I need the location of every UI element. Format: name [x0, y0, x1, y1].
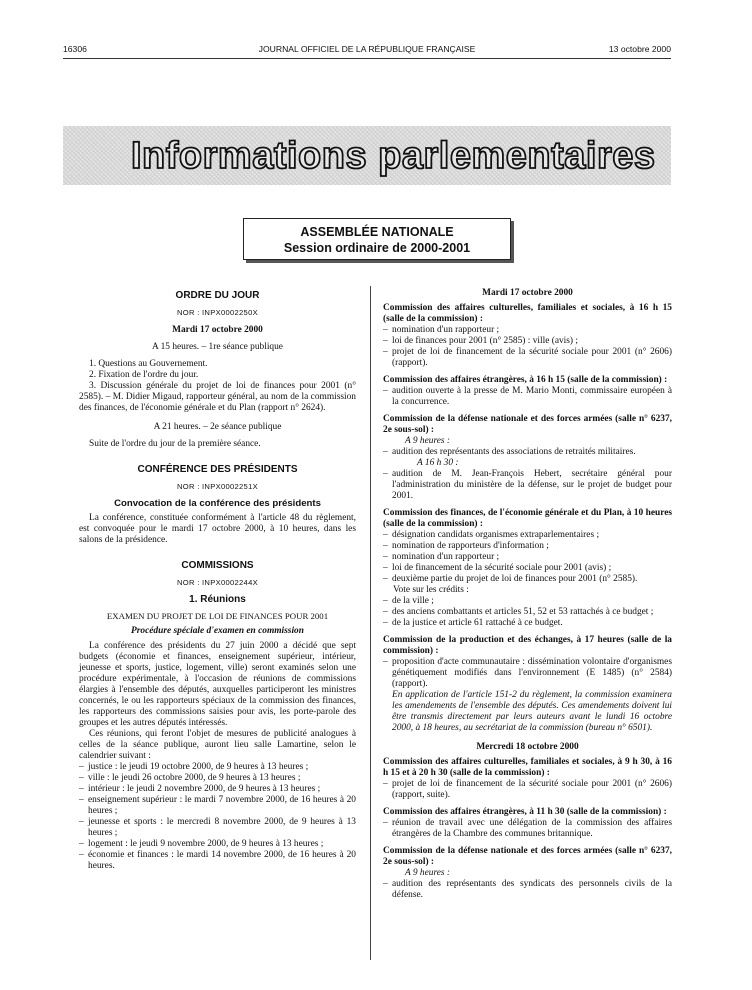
ordre-suite: Suite de l'ordre du jour de la première séance. [89, 439, 261, 449]
time-label: A 16 h 30 : [417, 458, 459, 468]
commissions-title: COMMISSIONS [181, 560, 254, 571]
agenda-item: – des anciens combattants et articles 51, 52 et 53 rattachés à ce budget ; [383, 607, 672, 618]
procedure-paragraph: La conférence des présidents du 27 juin 2000 a décidé que sept budgets (économie et finances, enseignement supérieur, intérieur, jeunesse et sports, justice, logement, ville) seront examinés selon une procédure expérimentale, à l'occasion de réunions de commissions élargies à l'ensemble des députés, auxquelles participeront les ministres concernés, le ou les rapporteurs spéciaux de la commission des finances, les rapporteurs des commissions saisies pour avis, les porte-parole des groupes et les autres députés intéressés. [79, 641, 356, 728]
page-number: 16306 [63, 44, 87, 54]
agenda-list [383, 596, 672, 629]
agenda-item: – de la ville ; [383, 596, 672, 607]
column-divider [370, 286, 371, 960]
calendar-item: – logement : le jeudi 9 novembre 2000, de 9 heures à 13 heures ; [79, 839, 356, 850]
agenda-list [383, 386, 672, 408]
ordre-item: 2. Fixation de l'ordre du jour. [89, 370, 199, 380]
ordre-item: 3. Discussion générale du projet de loi de finances pour 2001 (n° 2585). – M. Didier Migaud, rapporteur général, au nom de la commission des finances, de l'économie générale et du Plan (rapport n° 2624). [79, 381, 356, 413]
banner-title: Informations parlementaires [131, 135, 656, 177]
assembly-name: ASSEMBLÉE NATIONALE [300, 225, 454, 239]
calendar-item: – économie et finances : le mardi 14 novembre 2000, de 16 heures à 20 heures. [79, 850, 356, 872]
agenda-item: – proposition d'acte communautaire : dissémination volontaire d'organismes génétiquement modifiés dans l'environnement (E 1485) (n° 2584) (rapport). [383, 657, 672, 690]
conference-subtitle: Convocation de la conférence des présidents [114, 498, 321, 509]
agenda-item: – projet de loi de financement de la sécurité sociale pour 2001 (n° 2606) (rapport). [383, 347, 672, 369]
day-heading: Mercredi 18 octobre 2000 [476, 742, 579, 752]
session-name: Session ordinaire de 2000-2001 [283, 241, 471, 255]
procedure-heading: Procédure spéciale d'examen en commission [131, 626, 304, 636]
calendar-list [79, 762, 356, 872]
calendar-item: – jeunesse et sports : le mercredi 8 novembre 2000, de 9 heures à 13 heures ; [79, 817, 356, 839]
agenda-item: – audition ouverte à la presse de M. Mario Monti, commissaire européen à la concurrence. [383, 386, 672, 408]
commissions-nor: NOR : INPX0002244X [177, 578, 258, 587]
examen-heading: EXAMEN DU PROJET DE LOI DE FINANCES POUR 2001 [106, 611, 329, 621]
commission-heading: Commission de la production et des échanges, à 17 heures (salle de la commission) : [383, 635, 672, 656]
left-column [79, 284, 356, 872]
page-header [63, 44, 671, 58]
agenda-item: – projet de loi de financement de la sécurité sociale pour 2001 (n° 2606) (rapport, suite). [383, 779, 672, 801]
calendar-item: – enseignement supérieur : le mardi 7 novembre 2000, de 16 heures à 20 heures ; [79, 795, 356, 817]
amendment-note: En application de l'article 151-2 du règlement, la commission examinera les amendements de l'ensemble des députés. Ces amendements doivent lui être transmis directement par leurs auteurs avant le lundi 16 octobre 2000, à 18 heures, au secrétariat de la commission (bureau n° 6501). [392, 690, 672, 733]
commission-heading: Commission des affaires culturelles, familiales et sociales, à 16 h 15 (salle de la commission) : [383, 303, 672, 324]
agenda-list [383, 469, 672, 502]
ordre-date: Mardi 17 octobre 2000 [172, 325, 263, 335]
agenda-list [383, 447, 672, 458]
agenda-list [383, 779, 672, 801]
day-heading: Mardi 17 octobre 2000 [482, 288, 573, 298]
commission-heading: Commission de la défense nationale et des forces armées (salle n° 6237, 2e sous-sol) : [383, 414, 672, 435]
journal-title: JOURNAL OFFICIEL DE LA RÉPUBLIQUE FRANÇAISE [258, 44, 476, 54]
agenda-item: – nomination de rapporteurs d'information ; [383, 541, 672, 552]
agenda-item: – réunion de travail avec une délégation de la commission des affaires étrangères de la Chambre des communes britannique. [383, 818, 672, 840]
conference-nor: NOR : INPX0002251X [177, 482, 258, 491]
commission-heading: Commission des affaires étrangères, à 16 h 15 (salle de la commission) : [383, 375, 668, 385]
seance-2: A 21 heures. – 2e séance publique [153, 422, 282, 432]
issue-date: 13 octobre 2000 [608, 44, 671, 54]
calendar-item: – intérieur : le jeudi 2 novembre 2000, de 9 heures à 13 heures ; [79, 784, 356, 795]
calendar-item: – ville : le jeudi 26 octobre 2000, de 9 heures à 13 heures ; [79, 773, 356, 784]
time-label: A 9 heures : [405, 868, 451, 878]
agenda-list [383, 530, 672, 585]
seance-1: A 15 heures. – 1re séance publique [152, 342, 283, 352]
vote-label: Vote sur les crédits : [393, 585, 469, 595]
assembly-box [243, 218, 511, 260]
agenda-item: – nomination d'un rapporteur ; [383, 325, 672, 336]
agenda-item: – audition des représentants des syndicats des personnels civils de la défense. [383, 879, 672, 901]
commission-heading: Commission de la défense nationale et des forces armées (salle n° 6237, 2e sous-sol) : [383, 846, 672, 867]
agenda-item: – audition de M. Jean-François Hebert, secrétaire général pour l'administration du ministère de la défense, sur le projet de budget pour 2001. [383, 469, 672, 502]
agenda-item: – loi de finances pour 2001 (n° 2585) : ville (avis) ; [383, 336, 672, 347]
commission-heading: Commission des affaires étrangères, à 11 h 30 (salle de la commission) : [383, 807, 667, 817]
ordre-item: 1. Questions au Gouvernement. [89, 359, 208, 369]
agenda-list [383, 818, 672, 840]
agenda-list [383, 657, 672, 690]
agenda-item: – loi de financement de la sécurité sociale pour 2001 (avis) ; [383, 563, 672, 574]
agenda-item: – désignation candidats organismes extraparlementaires ; [383, 530, 672, 541]
header-rule [63, 58, 671, 59]
calendar-intro: Ces réunions, qui feront l'objet de mesures de publicité analogues à celles de la séance publique, auront lieu salle Lamartine, selon le calendrier suivant : [79, 729, 356, 761]
reunions-heading: 1. Réunions [189, 594, 246, 605]
agenda-list [383, 325, 672, 369]
right-column [383, 284, 672, 901]
conference-text: La conférence, constituée conformément à l'article 48 du règlement, est convoquée pour le mardi 17 octobre 2000, à 10 heures, dans les salons de la présidence. [79, 513, 356, 545]
agenda-list [383, 879, 672, 901]
commission-heading: Commission des affaires culturelles, familiales et sociales, à 9 h 30, à 16 h 15 et à 20 h 30 (salle de la commission) : [383, 757, 672, 778]
agenda-item: – de la justice et article 61 rattaché à ce budget. [383, 618, 672, 629]
agenda-item: – nomination d'un rapporteur ; [383, 552, 672, 563]
calendar-item: – justice : le jeudi 19 octobre 2000, de 9 heures à 13 heures ; [79, 762, 356, 773]
ordre-nor: NOR : INPX0002250X [177, 308, 258, 317]
ordre-title: ORDRE DU JOUR [175, 290, 260, 301]
agenda-item: – audition des représentants des associations de retraités militaires. [383, 447, 672, 458]
agenda-item: – deuxième partie du projet de loi de finances pour 2001 (n° 2585). [383, 574, 672, 585]
time-label: A 9 heures : [405, 436, 451, 446]
commission-heading: Commission des finances, de l'économie générale et du Plan, à 10 heures (salle de la commission) : [383, 508, 672, 529]
section-banner [63, 126, 671, 185]
conference-title: CONFÉRENCE DES PRÉSIDENTS [137, 464, 298, 475]
